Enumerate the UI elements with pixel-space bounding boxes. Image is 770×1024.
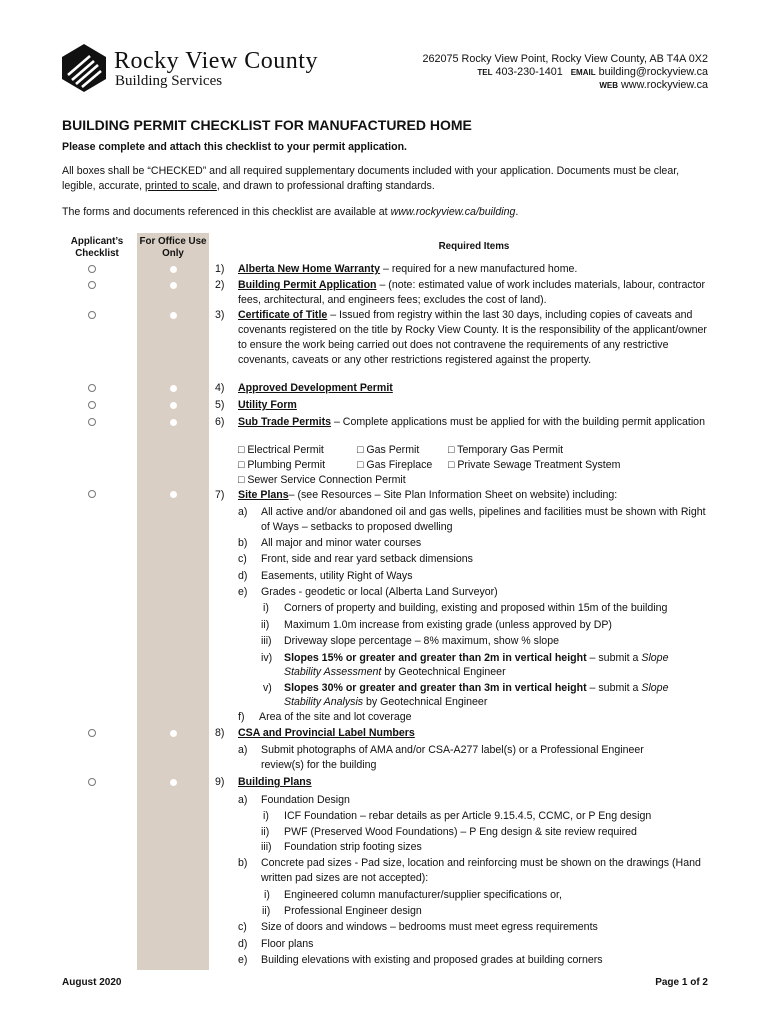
applicant-checkbox-9[interactable] bbox=[88, 778, 96, 786]
county-logo bbox=[60, 42, 360, 98]
office-mark-8 bbox=[170, 730, 177, 737]
page-title: BUILDING PERMIT CHECKLIST FOR MANUFACTURED HOME bbox=[62, 117, 472, 133]
web-line bbox=[423, 79, 708, 92]
references-paragraph: The forms and documents referenced in this checklist are available at www.rockyview.ca/building. bbox=[62, 206, 519, 218]
plans-b-i: Engineered column manufacturer/supplier specifications or, bbox=[284, 889, 562, 901]
site-plan-e-v: Slopes 30% or greater and greater than 3m in vertical height – submit a Slope bbox=[284, 682, 669, 694]
office-mark-2 bbox=[170, 282, 177, 289]
item-8: 8) CSA and Provincial Label Numbers bbox=[215, 727, 415, 739]
item-8-title: CSA and Provincial Label Numbers bbox=[238, 727, 415, 739]
item-7: 7) Site Plans– (see Resources – Site Plan Information Sheet on website) including: bbox=[215, 489, 618, 501]
item-6-title: Sub Trade Permits bbox=[238, 416, 332, 428]
plans-a-iii: Foundation strip footing sizes bbox=[284, 841, 422, 853]
item-5-title: Utility Form bbox=[238, 399, 297, 411]
logo-name: Rocky View County bbox=[114, 48, 318, 74]
subtrade-electrical[interactable]: □ Electrical Permit bbox=[238, 444, 324, 456]
applicant-checkbox-1[interactable] bbox=[88, 265, 96, 273]
office-mark-3 bbox=[170, 312, 177, 319]
plans-c: Size of doors and windows – bedrooms must meet egress requirements bbox=[261, 921, 598, 933]
item-7-title: Site Plans bbox=[238, 489, 289, 501]
subtrade-gas[interactable]: □ Gas Permit bbox=[357, 444, 420, 456]
plans-b-ii: Professional Engineer design bbox=[284, 905, 422, 917]
site-plan-a: All active and/or abandoned oil and gas wells, pipelines and facilities must be shown with Right of Ways – setbacks to proposed dwelling bbox=[261, 506, 706, 533]
email-label: EMAIL bbox=[570, 68, 596, 77]
office-use-header: For Office Use Only bbox=[139, 236, 207, 259]
item-2-title: Building Permit Application bbox=[238, 279, 377, 291]
office-mark-7 bbox=[170, 491, 177, 498]
item-3-title: Certificate of Title bbox=[238, 309, 328, 321]
subtrade-fireplace[interactable]: □ Gas Fireplace bbox=[357, 459, 433, 471]
plans-b: Concrete pad sizes - Pad size, location and reinforcing must be shown on the drawings (Hand written pad sizes are not accepted): bbox=[261, 857, 701, 884]
web-link[interactable]: www.rockyview.ca bbox=[621, 79, 708, 91]
site-plan-f: Area of the site and lot coverage bbox=[259, 711, 412, 723]
site-plan-e-iv-cont: Stability Assessment by Geotechnical Engineer bbox=[284, 666, 506, 678]
site-plan-e: Grades - geodetic or local (Alberta Land Surveyor) bbox=[261, 586, 498, 598]
csa-a: Submit photographs of AMA and/or CSA-A277 label(s) or a Professional Engineer review(s) for the building bbox=[261, 744, 644, 771]
site-plan-d: Easements, utility Right of Ways bbox=[261, 570, 413, 582]
site-plan-e-iii: Driveway slope percentage – 8% maximum, show % slope bbox=[284, 635, 559, 647]
address: 262075 Rocky View Point, Rocky View County, AB T4A 0X2 bbox=[422, 53, 708, 65]
plans-a-i: ICF Foundation – rebar details as per Article 9.15.4.5, CCMC, or P Eng design bbox=[284, 810, 652, 822]
office-mark-6 bbox=[170, 419, 177, 426]
applicant-checkbox-2[interactable] bbox=[88, 281, 96, 289]
plans-a-ii: PWF (Preserved Wood Foundations) – P Eng design & site review required bbox=[284, 826, 637, 838]
office-mark-9 bbox=[170, 779, 177, 786]
office-mark-1 bbox=[170, 266, 177, 273]
site-plan-e-i: Corners of property and building, existing and proposed within 15m of the building bbox=[284, 602, 668, 614]
web-label: WEB bbox=[599, 81, 618, 90]
email-link[interactable]: building@rockyview.ca bbox=[598, 66, 708, 78]
applicant-checkbox-5[interactable] bbox=[88, 401, 96, 409]
subtrade-sewer[interactable]: □ Sewer Service Connection Permit bbox=[238, 474, 406, 486]
item-4-title: Approved Development Permit bbox=[238, 382, 393, 394]
plans-e: Building elevations with existing and proposed grades at building corners bbox=[261, 954, 603, 966]
footer-date: August 2020 bbox=[62, 977, 122, 988]
item-9-title: Building Plans bbox=[238, 776, 312, 788]
contact-block bbox=[423, 53, 708, 92]
applicant-checkbox-3[interactable] bbox=[88, 311, 96, 319]
office-mark-4 bbox=[170, 385, 177, 392]
page-number: Page 1 of 2 bbox=[655, 977, 708, 988]
intro-paragraph: All boxes shall be “CHECKED” and all required supplementary documents included with your application. Documents must be clear, legible, accurate, printed to scale, and drawn to professional drafting standards. bbox=[62, 165, 680, 192]
site-plan-c: Front, side and rear yard setback dimensions bbox=[261, 553, 473, 565]
item-9: 9) Building Plans bbox=[215, 776, 312, 788]
subtrade-sewage[interactable]: □ Private Sewage Treatment System bbox=[448, 459, 621, 471]
item-2: 2) Building Permit Application – (note: estimated value of work includes materials, labour, contractor fees, architectural, and engineers fees; excludes the cost of land). bbox=[215, 279, 706, 306]
required-items-header: Required Items bbox=[438, 241, 510, 252]
item-1-title: Alberta New Home Warranty bbox=[238, 263, 381, 275]
plans-d: Floor plans bbox=[261, 938, 314, 950]
subtrade-temp-gas[interactable]: □ Temporary Gas Permit bbox=[448, 444, 564, 456]
plans-a: Foundation Design bbox=[261, 794, 350, 806]
applicant-checkbox-4[interactable] bbox=[88, 384, 96, 392]
tel: 403-230-1401 bbox=[495, 66, 563, 78]
tel-label: TEL bbox=[477, 68, 493, 77]
office-mark-5 bbox=[170, 402, 177, 409]
applicant-checkbox-8[interactable] bbox=[88, 729, 96, 737]
item-1: 1) Alberta New Home Warranty – required for a new manufactured home. bbox=[215, 263, 578, 275]
item-6: 6) Sub Trade Permits – Complete applications must be applied for with the building permit application bbox=[215, 416, 705, 428]
applicant-checkbox-7[interactable] bbox=[88, 490, 96, 498]
subtrade-plumbing[interactable]: □ Plumbing Permit bbox=[238, 459, 326, 471]
site-plan-e-iv: Slopes 15% or greater and greater than 2m in vertical height – submit a Slope bbox=[284, 652, 669, 664]
item-3: 3) Certificate of Title – Issued from registry within the last 30 days, including copies of caveats and covenants registered on the title by Rocky View County. It is the responsibility of the applicant/owner to ensure the work being carried out does not contravene the requirements of any restrictive covenants, caveats or any other restrictions registered against the property. bbox=[215, 309, 707, 366]
building-link[interactable]: www.rockyview.ca/building bbox=[390, 206, 516, 218]
logo-subtitle: Building Services bbox=[115, 73, 223, 89]
item-5: 5) Utility Form bbox=[215, 399, 297, 411]
site-plan-e-ii: Maximum 1.0m increase from existing grade (unless approved by DP) bbox=[284, 619, 612, 631]
site-plan-b: All major and minor water courses bbox=[261, 537, 422, 549]
office-use-column bbox=[137, 233, 209, 970]
contact-line bbox=[423, 66, 708, 79]
county-logo-icon bbox=[60, 42, 108, 94]
applicant-checkbox-6[interactable] bbox=[88, 418, 96, 426]
item-4: 4) Approved Development Permit bbox=[215, 382, 393, 394]
applicant-checklist-header: Applicant’s Checklist bbox=[70, 236, 124, 259]
instruction: Please complete and attach this checklist to your permit application. bbox=[62, 141, 407, 153]
site-plan-e-v-cont: Stability Analysis by Geotechnical Engineer bbox=[284, 696, 488, 708]
